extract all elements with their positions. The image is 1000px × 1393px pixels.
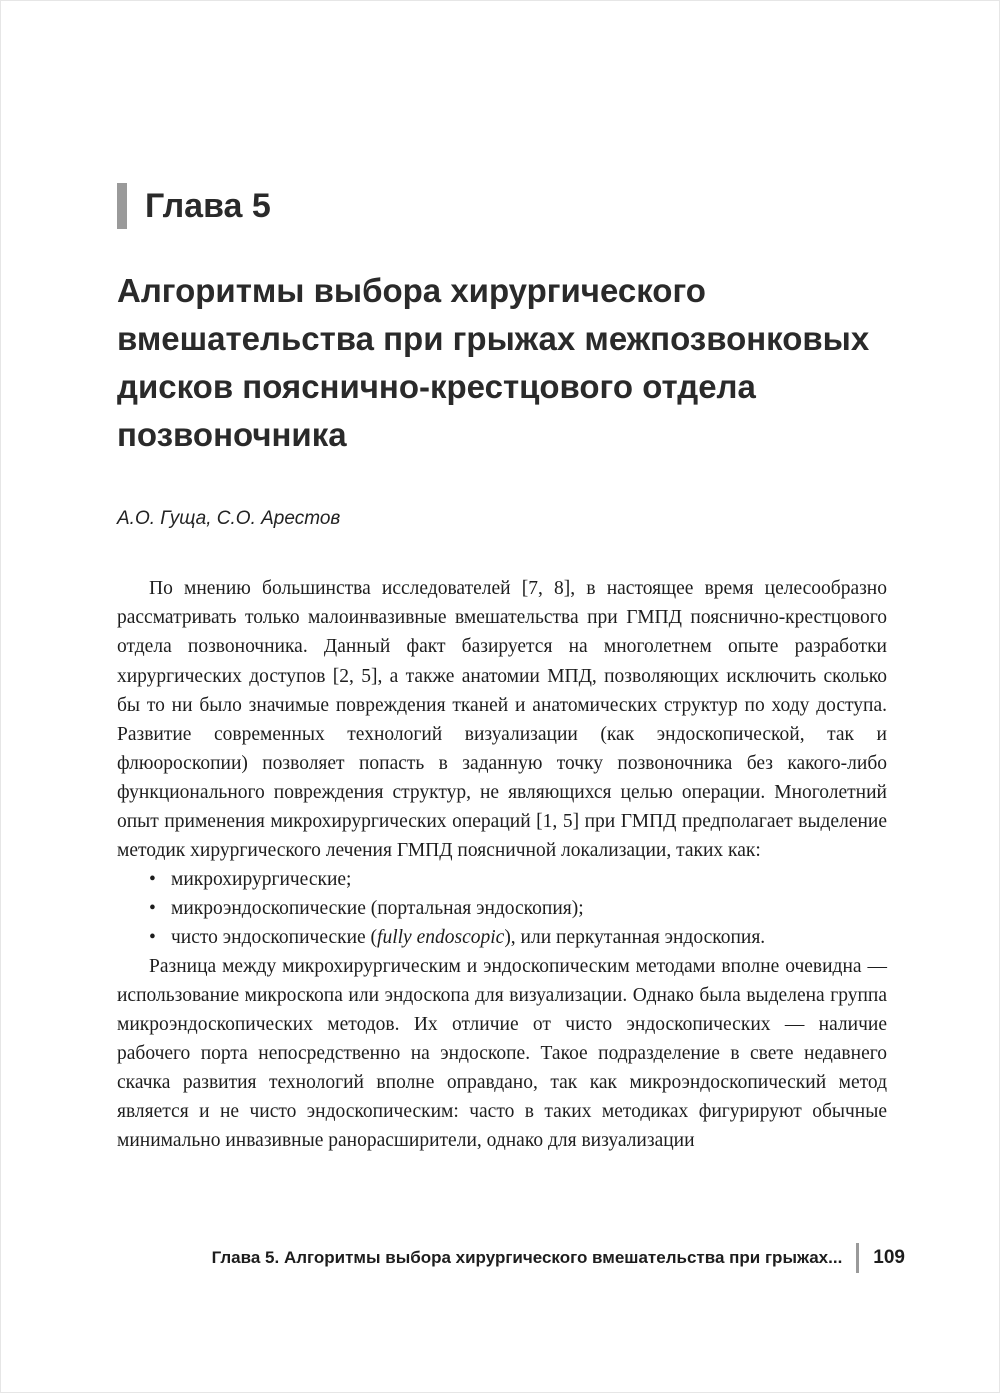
list-item-text-post: ), или перкутанная эндоскопия. — [504, 926, 766, 948]
bullet-icon: • — [149, 897, 156, 919]
chapter-label: Глава 5 — [145, 187, 271, 225]
page-content — [117, 1, 887, 1155]
paragraph-closing: Разница между микрохирургическим и эндоскопическим методами вполне очевидна — использование микроскопа или эндоскопа для визуализации. Однако была выделена группа микроэндоскопических методов. Их отличие от чисто эндоскопических — наличие рабочего порта непосредственно на эндоскопе. Такое подразделение в свете недавнего скачка развития технологий вполне оправдано, так как микроэндоскопический метод является и не чисто эндоскопическим: часто в таких методиках фигурируют обычные минимально инвазивные ранорасширители, однако для визуализации — [117, 955, 887, 1152]
list-item — [117, 894, 887, 923]
chapter-marker-bar — [117, 183, 127, 229]
page-footer — [212, 1243, 905, 1273]
running-title: Глава 5. Алгоритмы выбора хирургического вмешательства при грыжах... — [211, 1248, 843, 1267]
chapter-header — [117, 183, 887, 229]
list-item — [117, 923, 887, 952]
bullet-list — [117, 865, 887, 952]
body-text — [117, 574, 887, 1155]
page-title: Алгоритмы выбора хирургического вмешательства при грыжах межпозвонковых дисков пояснично-крестцового отдела позвоночника — [117, 272, 870, 453]
authors-line: А.О. Гуща, С.О. Арестов — [117, 508, 341, 530]
list-item-text: чисто эндоскопические ( — [171, 926, 378, 948]
paragraph-intro: По мнению большинства исследователей [7, 8], в настоящее время целесообразно рассматривать только малоинвазивные вмешательства при ГМПД пояснично-крестцового отдела позвоночника. Данный факт базируется на многолетнем опыте разработки хирургических доступов [2, 5], а также анатомии МПД, позволяющих исключить сколько бы то ни было значимые повреждения тканей и анатомических структур по ходу доступа. Развитие современных технологий визуализации (как эндоскопической, так и флюороскопии) позволяет попасть в заданную точку позвоночника без какого-либо функционального повреждения структур, не являющихся целью операции. Многолетний опыт применения микрохирургических операций [1, 5] при ГМПД предполагает выделение методик хирургического лечения ГМПД поясничной локализации, таких как: — [117, 578, 887, 861]
list-item-text: микроэндоскопические (портальная эндоскопия); — [171, 897, 584, 919]
list-item-italic: fully endoscopic — [377, 926, 505, 948]
bullet-icon: • — [149, 868, 156, 890]
page-number: 109 — [873, 1247, 905, 1268]
list-item — [117, 865, 887, 894]
bullet-icon: • — [149, 926, 156, 948]
footer-divider — [856, 1243, 859, 1273]
list-item-text: микрохирургические; — [171, 868, 352, 890]
